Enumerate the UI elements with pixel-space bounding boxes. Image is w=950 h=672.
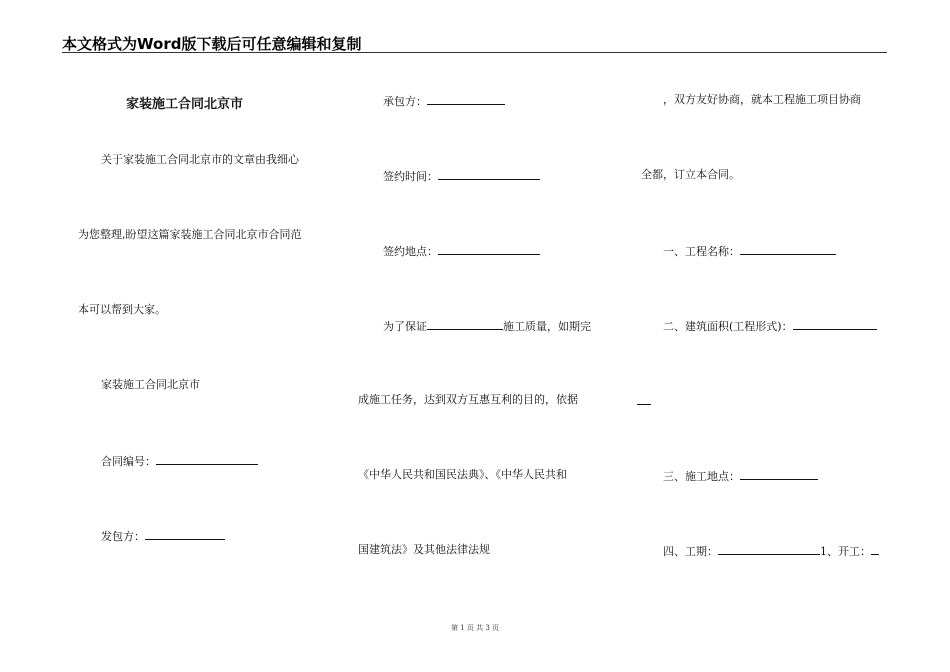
purpose-row <box>383 318 591 334</box>
building-area-row <box>663 318 877 334</box>
party-a-blank <box>145 528 225 540</box>
body-line-4: 国建筑法》及其他法律法规 <box>358 543 490 556</box>
sign-time-label: 签约时间： <box>383 170 438 183</box>
col3-line-2: 全都，订立本合同。 <box>641 168 740 181</box>
site-location-blank <box>740 468 818 480</box>
page-number: 第 1 页 共 3 页 <box>450 624 500 632</box>
document-header: 本文格式为Word版下载后可任意编辑和复制 <box>62 35 362 53</box>
col3-line-1: ，双方友好协商，就本工程施工项目协商 <box>663 93 861 106</box>
intro-line-2: 为您整理,盼望这篇家装施工合同北京市合同范 <box>78 228 302 241</box>
site-location-row <box>663 468 818 484</box>
sign-place-row <box>383 243 540 259</box>
sign-place-label: 签约地点： <box>383 245 438 258</box>
contract-number-row <box>101 453 258 469</box>
building-area-label: 二、建筑面积(工程形式)： <box>663 320 793 333</box>
site-location-label: 三、施工地点： <box>663 470 740 483</box>
contract-number-blank <box>156 453 258 465</box>
building-area-blank <box>793 318 877 330</box>
sign-time-blank <box>438 168 540 180</box>
document-title: 家装施工合同北京市 <box>126 97 244 112</box>
start-date-blank <box>871 543 879 555</box>
start-date-label: 1、开工： <box>820 545 871 558</box>
duration-blank <box>718 543 820 555</box>
duration-label: 四、工期： <box>663 545 718 558</box>
project-name-label: 一、工程名称： <box>663 245 740 258</box>
contract-subtitle: 家装施工合同北京市 <box>101 378 200 391</box>
party-a-label: 发包方： <box>101 530 145 543</box>
header-rule <box>62 52 887 53</box>
contractor-blank <box>427 93 505 105</box>
body-line-3: 《中华人民共和国民法典》、《中华人民共和 <box>358 468 567 481</box>
purpose-blank <box>427 318 503 330</box>
purpose-label-pre: 为了保证 <box>383 320 427 333</box>
project-name-blank <box>740 243 836 255</box>
contractor-label: 承包方： <box>383 95 427 108</box>
continuation-blank <box>637 393 651 405</box>
body-line-2: 成施工任务，达到双方互惠互利的目的，依据 <box>358 393 578 406</box>
contract-number-label: 合同编号： <box>101 455 156 468</box>
contractor-row <box>383 93 505 109</box>
sign-time-row <box>383 168 540 184</box>
project-name-row <box>663 243 836 259</box>
sign-place-blank <box>438 243 540 255</box>
intro-line-1: 关于家装施工合同北京市的文章由我细心 <box>101 153 299 166</box>
party-a-row <box>101 528 225 544</box>
duration-row <box>663 543 879 559</box>
purpose-label-post: 施工质量，如期完 <box>503 320 591 333</box>
intro-line-3: 本可以帮到大家。 <box>78 303 166 316</box>
